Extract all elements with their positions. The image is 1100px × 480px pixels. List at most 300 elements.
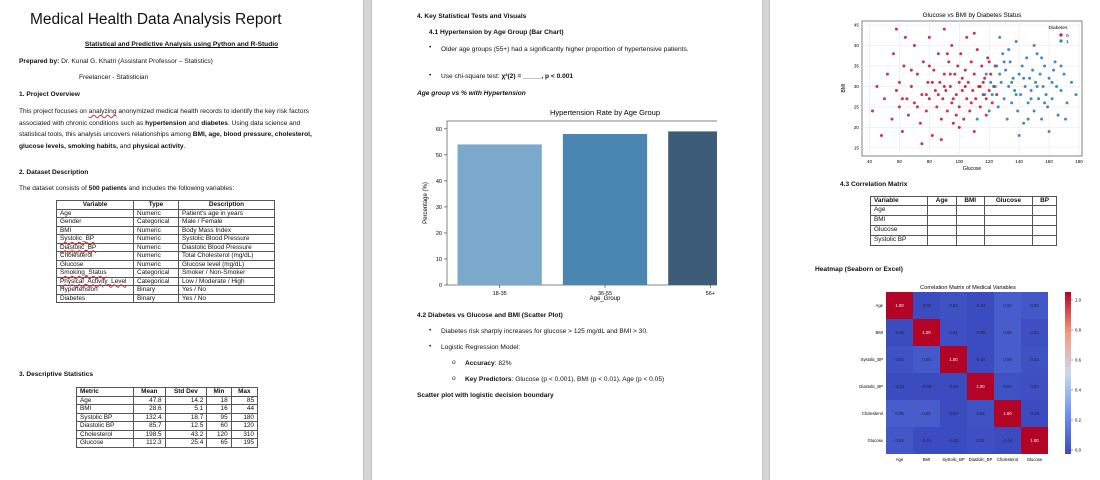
y-tick-label: 45 <box>853 22 859 28</box>
table-row <box>77 422 258 431</box>
scatter-point-diabetes-0 <box>989 73 992 76</box>
scatter-point-diabetes-0 <box>956 65 959 68</box>
scatter-point-diabetes-0 <box>937 52 940 55</box>
author-role: Freelancer - Statistician <box>79 74 149 81</box>
variable-name: Physical_Activity_Level <box>57 277 134 286</box>
scatter-point-diabetes-0 <box>976 48 979 51</box>
heatmap-row-label: Systolic_BP <box>860 357 883 362</box>
variable-name: Smoking_Status <box>57 269 134 278</box>
scatter-point-diabetes-1 <box>1004 69 1007 72</box>
variable-name: Cholesterol <box>57 252 134 261</box>
table-row <box>871 235 1057 245</box>
stat-sd: 43.2 <box>165 430 207 439</box>
scatter-point-diabetes-0 <box>962 118 965 121</box>
scatter-point-diabetes-0 <box>982 81 985 84</box>
figure-caption-2: Scatter plot with logistic decision boundary <box>417 392 554 399</box>
variable-type: Binary <box>134 294 179 303</box>
stat-metric: Cholesterol <box>77 430 134 439</box>
stat-max: 85 <box>231 396 257 405</box>
scatter-point-diabetes-0 <box>965 97 968 100</box>
heatmap-cell-label: 0.04 <box>1030 303 1039 309</box>
variable-type: Numeric <box>134 243 179 252</box>
heatmap-col-label: Systolic_BP <box>942 457 965 462</box>
table-header-cell: Age <box>928 197 957 206</box>
legend-marker-1 <box>1059 39 1062 42</box>
overview-keyword-hypertension: hypertension <box>145 119 187 127</box>
scatter-point-diabetes-1 <box>1031 69 1034 72</box>
y-tick-label: 25 <box>853 104 859 110</box>
scatter-point-diabetes-0 <box>988 89 991 92</box>
scatter-point-diabetes-1 <box>1024 85 1027 88</box>
bullet-3-text: Diabetes risk sharply increases for glucose > 125 mg/dL and BMI > 30. <box>441 328 648 335</box>
bar-56+ <box>668 131 717 285</box>
scatter-point-diabetes-1 <box>1009 60 1012 63</box>
y-tick-label: 50 <box>435 152 442 159</box>
table-row <box>77 413 258 422</box>
stat-sd: 25.4 <box>165 439 207 448</box>
table-row <box>57 294 275 303</box>
variable-name: Systolic_BP <box>57 235 134 244</box>
report-title: Medical Health Data Analysis Report <box>30 11 282 28</box>
scatter-point-diabetes-0 <box>952 122 955 125</box>
scatter-point-diabetes-0 <box>916 105 919 108</box>
x-tick-label: 40 <box>866 159 873 164</box>
scatter-point-diabetes-0 <box>968 110 971 113</box>
scatter-point-diabetes-0 <box>895 89 898 92</box>
scatter-point-diabetes-1 <box>995 65 998 68</box>
bar-series <box>458 131 717 285</box>
y-tick-label: 20 <box>853 124 859 130</box>
x-tick-label: 56+ <box>705 291 716 297</box>
bullet-icon: • <box>429 44 432 51</box>
table-row <box>871 215 1057 225</box>
glucose-bmi-scatter-plot <box>840 8 1090 174</box>
stat-min: 16 <box>207 405 231 414</box>
stat-sd: 5.1 <box>165 405 207 414</box>
dataset-intro-line <box>19 184 234 193</box>
overview-keyword-variables: BMI, age, blood pressure, cholesterol, glucose levels, smoking habits, <box>19 131 312 150</box>
variable-type: Binary <box>134 286 179 295</box>
bar-18-35 <box>458 144 542 285</box>
scatter-point-diabetes-1 <box>1048 130 1051 133</box>
legend-marker-0 <box>1059 33 1062 36</box>
scatter-point-diabetes-1 <box>989 81 992 84</box>
stat-min: 120 <box>207 430 231 439</box>
scatter-point-diabetes-1 <box>1060 89 1063 92</box>
scatter-point-diabetes-0 <box>950 101 953 104</box>
heatmap-cell-label: 0.06 <box>1003 357 1012 363</box>
table-header-cell: Max <box>231 388 257 397</box>
heatmap-cell-label: 0.01 <box>1030 330 1039 336</box>
bullet-icon: • <box>429 343 432 350</box>
section-4-3-heading: 4.3 Correlation Matrix <box>840 181 908 188</box>
overview-misspelled-word: analyzing <box>88 108 117 115</box>
variable-description: Yes / No <box>179 294 275 303</box>
scatter-point-diabetes-1 <box>998 73 1001 76</box>
table-header-cell: Mean <box>134 388 166 397</box>
scatter-point-diabetes-0 <box>928 97 931 100</box>
scatter-point-diabetes-1 <box>1022 122 1025 125</box>
heatmap-cell-label: -0.01 <box>921 438 932 444</box>
scatter-point-diabetes-1 <box>1021 65 1024 68</box>
heatmap-cell-label: 1.00 <box>976 384 985 390</box>
scatter-point-diabetes-1 <box>1075 93 1078 96</box>
stat-mean: 85.7 <box>134 422 166 431</box>
x-tick-label: 80 <box>926 159 932 164</box>
scatter-point-diabetes-1 <box>991 93 994 96</box>
heatmap-cell-label: 0.05 <box>922 357 931 363</box>
y-tick-label: 10 <box>435 256 442 263</box>
heatmap-cell-label: -0.03 <box>975 303 986 309</box>
scatter-point-diabetes-1 <box>1045 93 1048 96</box>
accuracy-value: : 82% <box>494 360 512 367</box>
scatter-point-diabetes-1 <box>1003 60 1006 63</box>
y-tick-label: 40 <box>853 43 859 49</box>
scatter-point-diabetes-0 <box>952 97 955 100</box>
corr-row-label: Systolic BP <box>871 235 928 245</box>
scatter-point-diabetes-1 <box>1006 118 1009 121</box>
variable-type: Categorical <box>134 269 179 278</box>
heatmap-cell-label: -0.04 <box>948 384 959 390</box>
legend-label-0: 0 <box>1066 34 1069 39</box>
scatter-point-diabetes-1 <box>1036 52 1039 55</box>
scatter-point-diabetes-1 <box>1027 118 1030 121</box>
heatmap-cell-label: 0.06 <box>922 411 931 417</box>
scatter-point-diabetes-1 <box>1033 44 1036 47</box>
scatter-point-diabetes-1 <box>1055 85 1058 88</box>
report-subtitle: Statistical and Predictive Analysis using Python and R-Studio <box>84 41 279 48</box>
legend-title: Diabetes <box>1048 26 1068 31</box>
stat-mean: 198.5 <box>134 430 166 439</box>
overview-text-1: This project focuses on <box>19 108 87 115</box>
table-row <box>77 396 258 405</box>
heatmap-col-label: BMI <box>922 457 931 462</box>
scatter-point-diabetes-1 <box>1054 60 1057 63</box>
y-axis-label: Percentage (%) <box>423 182 429 224</box>
prepared-by-name: Dr. Kunal G. Khatri (Assistant Professor – Statistics) <box>61 58 213 65</box>
stats-table-header <box>77 388 258 397</box>
prepared-by-label: Prepared by: <box>19 58 60 65</box>
scatter-point-diabetes-0 <box>892 52 895 55</box>
heatmap-cell-label: 0.02 <box>976 411 985 417</box>
predictors-value: : Glucose (p < 0.001), BMI (p < 0.01), Age (p < 0.05) <box>511 376 665 383</box>
heatmap-row-label: BMI <box>875 330 883 335</box>
chi-square-formula: χ²(2) = _____, p < 0.001 <box>501 73 574 80</box>
scatter-point-diabetes-0 <box>965 36 968 39</box>
scatter-point-diabetes-0 <box>988 60 991 63</box>
heatmap-cell-label: 0.02 <box>1003 384 1012 390</box>
heatmap-cell-label: 0.02 <box>949 303 958 309</box>
dataset-patient-count: 500 patients <box>88 185 127 192</box>
scatter-point-diabetes-1 <box>1036 85 1039 88</box>
table-row <box>871 205 1057 215</box>
scatter-point-diabetes-1 <box>1015 40 1018 43</box>
scatter-point-diabetes-0 <box>920 93 923 96</box>
scatter-point-diabetes-0 <box>943 28 946 31</box>
scatter-point-diabetes-1 <box>1007 85 1010 88</box>
variable-description: Diastolic Blood Pressure <box>179 243 275 252</box>
scatter-point-diabetes-0 <box>958 105 961 108</box>
stat-min: 95 <box>207 413 231 422</box>
heatmap-cell-label: -0.04 <box>1002 438 1013 444</box>
table-row <box>57 277 275 286</box>
scatter-point-diabetes-0 <box>875 85 878 88</box>
stat-metric: Glucose <box>77 439 134 448</box>
heatmap-cell-label: 0.06 <box>1003 330 1012 336</box>
table-header-cell: Description <box>179 201 275 210</box>
scatter-point-diabetes-0 <box>898 105 901 108</box>
scatter-point-diabetes-0 <box>931 134 934 137</box>
stat-max: 44 <box>231 405 257 414</box>
stat-metric: Diastolic BP <box>77 422 134 431</box>
scatter-point-diabetes-0 <box>970 101 973 104</box>
dataset-text-1: The dataset consists of <box>19 185 87 192</box>
scatter-point-diabetes-0 <box>886 73 889 76</box>
variable-description: Male / Female <box>179 218 275 227</box>
table-header-cell: Metric <box>77 388 134 397</box>
scatter-point-diabetes-0 <box>943 85 946 88</box>
heatmap-cell-label: -0.08 <box>975 330 986 336</box>
corr-row-label: BMI <box>871 215 928 225</box>
figure-caption-1: Age group vs % with Hypertension <box>417 90 526 97</box>
scatter-point-diabetes-1 <box>1030 97 1033 100</box>
variable-name: Diastolic_BP <box>57 243 134 252</box>
scatter-point-diabetes-1 <box>1051 97 1054 100</box>
scatter-point-diabetes-0 <box>955 114 958 117</box>
scatter-point-diabetes-0 <box>979 105 982 108</box>
variable-description: Systolic Blood Pressure <box>179 235 275 244</box>
scatter-point-diabetes-1 <box>1018 73 1021 76</box>
scatter-point-diabetes-1 <box>1013 89 1016 92</box>
section-1-heading: 1. Project Overview <box>19 91 80 98</box>
stat-min: 65 <box>207 439 231 448</box>
colorbar-tick-label: 0.8 <box>1075 327 1081 333</box>
scatter-point-diabetes-0 <box>973 130 976 133</box>
heatmap-cell-label: 1.00 <box>922 330 931 336</box>
bullet-2-label: Use chi-square test: <box>441 73 500 80</box>
y-tick-label: 0 <box>438 283 442 289</box>
scatter-point-diabetes-1 <box>1010 101 1013 104</box>
heatmap-cell-label: -0.00 <box>894 330 905 336</box>
scatter-point-diabetes-1 <box>1027 101 1030 104</box>
y-tick-label: 15 <box>853 145 859 151</box>
scatter-point-diabetes-1 <box>1060 65 1063 68</box>
scatter-point-diabetes-0 <box>979 85 982 88</box>
heatmap-cell-label: 0.06 <box>895 411 904 417</box>
table-header-cell: Glucose <box>984 197 1032 206</box>
heatmap-cell-label: 1.00 <box>1030 438 1039 444</box>
scatter-point-diabetes-1 <box>1015 93 1018 96</box>
variable-name: Age <box>57 209 134 218</box>
scatter-point-diabetes-0 <box>964 85 967 88</box>
accuracy-line <box>465 359 512 368</box>
table-row <box>77 439 258 448</box>
heatmap-cell-label: -0.08 <box>921 384 932 390</box>
scatter-point-diabetes-0 <box>985 97 988 100</box>
bullet-1-text: Older age groups (55+) had a significantly higher proportion of hypertensive patients. <box>441 46 689 53</box>
scatter-point-diabetes-0 <box>932 69 935 72</box>
scatter-point-diabetes-1 <box>988 110 991 113</box>
bullet-icon: • <box>429 72 432 79</box>
prepared-by-line <box>19 57 213 66</box>
bar-36-55 <box>563 134 647 285</box>
x-tick-label: 160 <box>1045 159 1053 164</box>
document-page-2 <box>372 0 762 480</box>
variable-description: Patient's age in years <box>179 209 275 218</box>
table-header-cell: Variable <box>57 201 134 210</box>
scatter-point-diabetes-0 <box>913 101 916 104</box>
bullet-icon: • <box>429 327 432 334</box>
heatmap-colorbar <box>1065 292 1071 454</box>
dataset-text-2: and includes the following variables: <box>128 185 235 192</box>
scatter-point-diabetes-1 <box>1052 69 1055 72</box>
scatter-point-diabetes-1 <box>1033 110 1036 113</box>
heatmap-cell-label: -0.02 <box>948 438 959 444</box>
heatmap-cell-label: 1.00 <box>949 357 958 363</box>
scatter-point-diabetes-0 <box>910 69 913 72</box>
scatter-point-diabetes-0 <box>970 60 973 63</box>
scatter-point-diabetes-0 <box>946 52 949 55</box>
heatmap-row-label: Diastolic_BP <box>859 384 883 389</box>
scatter-point-diabetes-0 <box>941 97 944 100</box>
scatter-point-diabetes-0 <box>905 97 908 100</box>
scatter-gridlines <box>862 21 1082 156</box>
overview-text-6: . <box>183 142 186 150</box>
heatmap-col-label: Age <box>895 457 904 462</box>
colorbar-ticks <box>1071 298 1082 453</box>
scatter-point-diabetes-1 <box>998 36 1001 39</box>
y-axis-ticks <box>436 127 447 289</box>
accuracy-label: Accuracy <box>465 360 495 367</box>
overview-text-2: anonymized medical health records to identify the key risk factors associated with chronic conditions such as <box>19 108 309 127</box>
scatter-legend <box>1049 25 1069 45</box>
stat-metric: Age <box>77 396 134 405</box>
variable-description: Glucose level (mg/dL) <box>179 260 275 269</box>
heatmap-cell-label: 1.00 <box>1003 411 1012 417</box>
scatter-point-diabetes-0 <box>995 93 998 96</box>
scatter-point-diabetes-0 <box>901 130 904 133</box>
scatter-point-diabetes-0 <box>910 85 913 88</box>
section-4-2-heading: 4.2 Diabetes vs Glucose and BMI (Scatter Plot) <box>417 312 563 319</box>
scatter-point-diabetes-0 <box>944 89 947 92</box>
scatter-point-diabetes-0 <box>973 73 976 76</box>
scatter-point-diabetes-0 <box>907 114 910 117</box>
section-4-1-heading: 4.1 Hypertension by Age Group (Bar Chart) <box>429 29 564 36</box>
scatter-point-diabetes-1 <box>976 118 979 121</box>
scatter-point-diabetes-1 <box>1010 81 1013 84</box>
table-row <box>57 269 275 278</box>
scatter-point-diabetes-1 <box>1003 97 1006 100</box>
scatter-point-diabetes-0 <box>919 122 922 125</box>
x-tick-label: 120 <box>985 159 994 164</box>
heatmap-cell-label: -0.04 <box>1029 411 1040 417</box>
table-header-cell: BMI <box>956 197 984 206</box>
scatter-point-diabetes-0 <box>940 118 943 121</box>
variable-description: Smoker / Non-Smoker <box>179 269 275 278</box>
variables-table <box>56 200 275 303</box>
overview-keyword-activity: physical activity <box>132 142 184 150</box>
variable-description: Yes / No <box>179 286 275 295</box>
heatmap-row-label: Age <box>875 303 883 308</box>
heatmap-cell-label: 0.01 <box>1030 384 1039 390</box>
colorbar-tick-label: 0.6 <box>1075 357 1081 363</box>
variable-name: Hypertension <box>57 286 134 295</box>
sub-bullet-icon: o <box>452 375 456 382</box>
variable-name: BMI <box>57 226 134 235</box>
stat-sd: 18.7 <box>165 413 207 422</box>
table-header-cell: BP <box>1033 197 1057 206</box>
scatter-point-diabetes-0 <box>943 73 946 76</box>
scatter-point-diabetes-1 <box>997 105 1000 108</box>
stat-max: 180 <box>231 413 257 422</box>
scatter-point-diabetes-1 <box>994 85 997 88</box>
variable-type: Numeric <box>134 209 179 218</box>
scatter-point-diabetes-1 <box>1037 97 1040 100</box>
stat-min: 60 <box>207 422 231 431</box>
scatter-point-diabetes-0 <box>935 105 938 108</box>
heatmap-cell-label: 0.01 <box>949 330 958 336</box>
scatter-point-diabetes-0 <box>925 110 928 113</box>
variable-name: Glucose <box>57 260 134 269</box>
scatter-point-diabetes-0 <box>964 69 967 72</box>
scatter-point-diabetes-1 <box>1019 93 1022 96</box>
table-row <box>57 209 275 218</box>
scatter-point-diabetes-0 <box>947 60 950 63</box>
heatmap-col-label: Diastolic_BP <box>968 457 993 462</box>
document-page-1 <box>0 0 363 480</box>
variable-type: Numeric <box>134 226 179 235</box>
scatter-point-diabetes-0 <box>950 44 953 47</box>
variable-description: Body Mass Index <box>179 226 275 235</box>
scatter-point-diabetes-0 <box>901 97 904 100</box>
scatter-point-diabetes-1 <box>1039 73 1042 76</box>
scatter-point-diabetes-0 <box>934 89 937 92</box>
x-tick-label: 180 <box>1075 159 1083 164</box>
y-tick-label: 20 <box>435 230 442 237</box>
stat-mean: 47.8 <box>134 396 166 405</box>
corr-row-label: Glucose <box>871 225 928 235</box>
scatter-point-diabetes-1 <box>983 93 986 96</box>
variable-name: Diabetes <box>57 294 134 303</box>
table-row <box>77 405 258 414</box>
stat-metric: Systolic BP <box>77 413 134 422</box>
scatter-point-diabetes-1 <box>1070 81 1073 84</box>
y-tick-label: 35 <box>853 63 859 69</box>
heatmap-heading: Heatmap (Seaborn or Excel) <box>815 266 903 273</box>
scatter-point-diabetes-1 <box>1066 101 1069 104</box>
bullet-2-text <box>441 72 573 81</box>
scatter-point-diabetes-1 <box>1001 52 1004 55</box>
variable-type: Numeric <box>134 252 179 261</box>
table-header-cell: Std Dev <box>165 388 207 397</box>
overview-text-5: and <box>119 142 131 150</box>
scatter-point-diabetes-1 <box>1043 65 1046 68</box>
section-2-heading: 2. Dataset Description <box>19 169 89 176</box>
table-header-cell: Type <box>134 201 179 210</box>
scatter-point-diabetes-1 <box>1022 77 1025 80</box>
heatmap-cell-label: 0.01 <box>976 438 985 444</box>
scatter-point-diabetes-0 <box>971 89 974 92</box>
heatmap-cell-label: -0.02 <box>921 303 932 309</box>
scatter-point-diabetes-1 <box>1040 56 1043 59</box>
heatmap-row-label: Glucose <box>867 438 883 443</box>
scatter-point-diabetes-1 <box>1028 77 1031 80</box>
table-row <box>57 218 275 227</box>
table-row <box>871 225 1057 235</box>
variables-table-header <box>57 201 275 210</box>
heatmap-cells <box>886 292 1048 454</box>
scatter-point-diabetes-0 <box>958 126 961 129</box>
